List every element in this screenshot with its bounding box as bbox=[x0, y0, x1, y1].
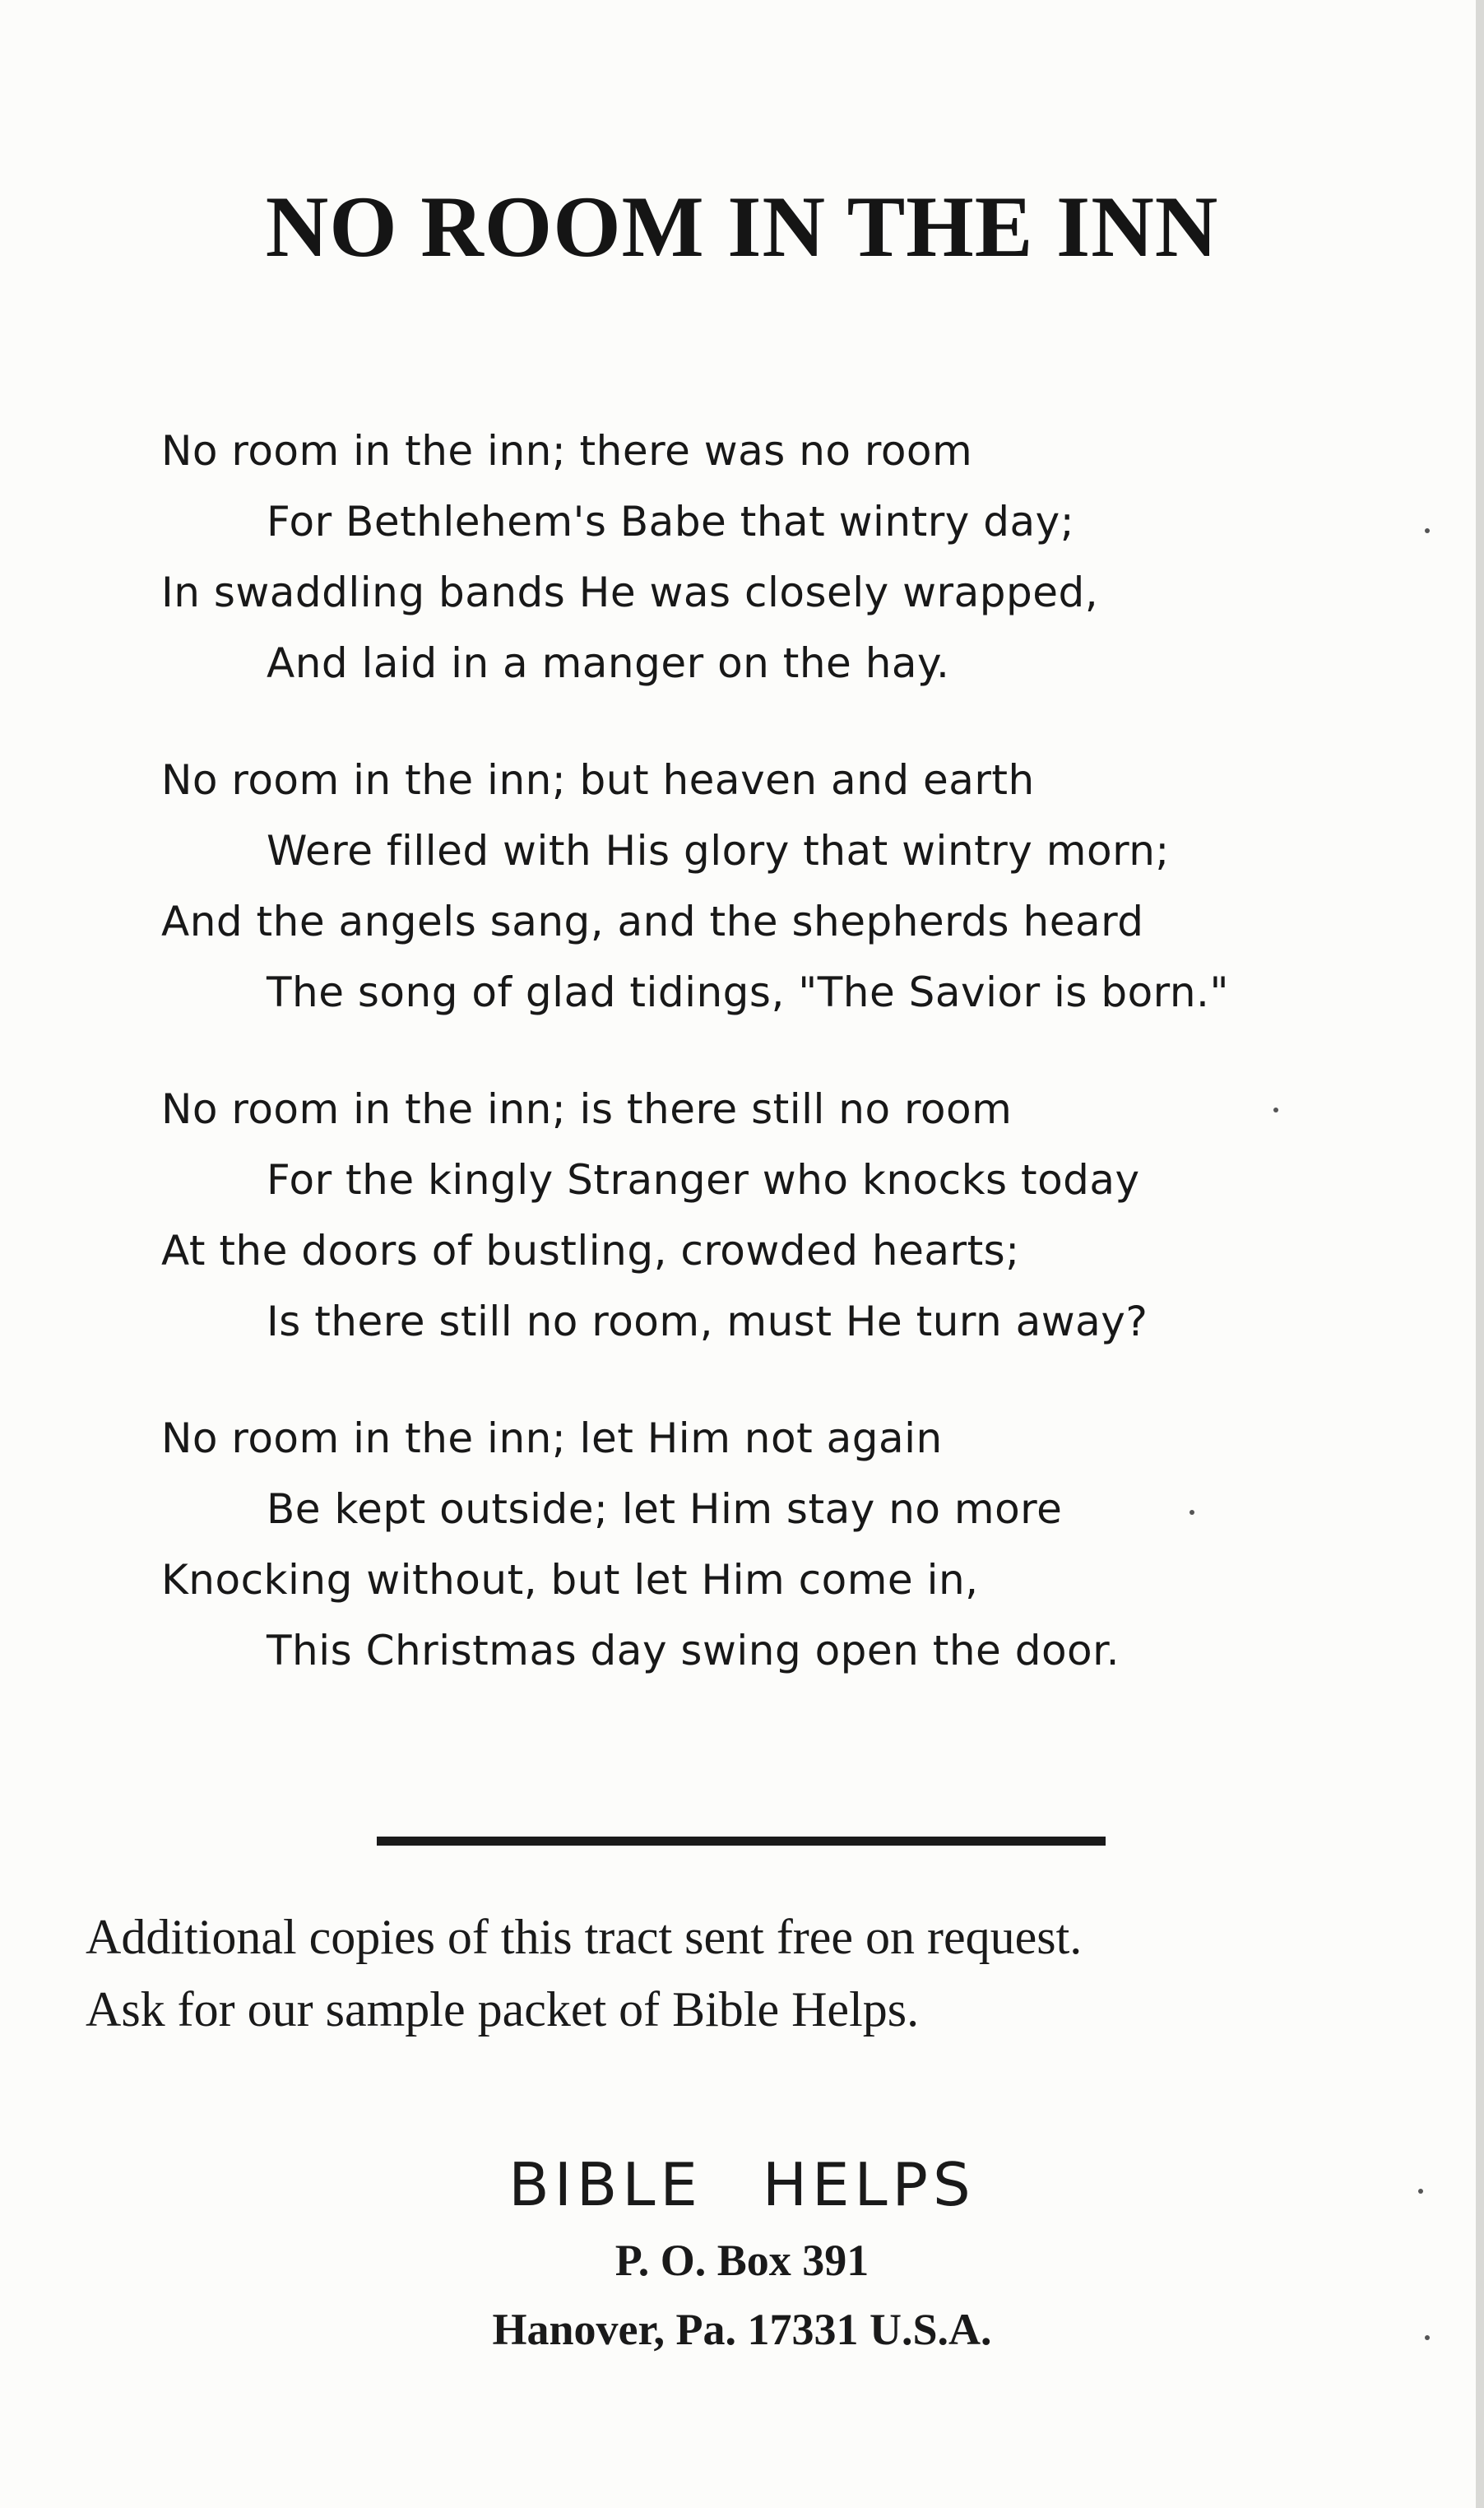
poem-line: In swaddling bands He was closely wrapped, bbox=[161, 569, 1099, 616]
note-line: Additional copies of this tract sent free on request. bbox=[86, 1910, 1083, 1964]
poem bbox=[161, 416, 1379, 1732]
poem-line: No room in the inn; but heaven and earth bbox=[161, 756, 1035, 804]
publisher-name: BIBLE HELPS bbox=[508, 2150, 976, 2219]
poem-line: No room in the inn; is there still no room bbox=[161, 1085, 1013, 1133]
poem-line: And laid in a manger on the hay. bbox=[267, 639, 950, 687]
poem-line: Were filled with His glory that wintry morn; bbox=[267, 827, 1170, 875]
divider-rule bbox=[377, 1837, 1106, 1846]
stanza bbox=[161, 1074, 1379, 1357]
print-speck bbox=[1425, 2335, 1430, 2340]
poem-line: For Bethlehem's Babe that wintry day; bbox=[267, 498, 1075, 546]
page-title: NO ROOM IN THE INN bbox=[265, 179, 1219, 275]
poem-line: For the kingly Stranger who knocks today bbox=[267, 1156, 1140, 1204]
poem-line: The song of glad tidings, "The Savior is born." bbox=[267, 968, 1229, 1016]
note-line: Ask for our sample packet of Bible Helps. bbox=[86, 1982, 920, 2037]
poem-line: This Christmas day swing open the door. bbox=[267, 1627, 1120, 1674]
poem-line: No room in the inn; there was no room bbox=[161, 427, 973, 475]
poem-line: Knocking without, but let Him come in, bbox=[161, 1556, 979, 1604]
stanza bbox=[161, 745, 1379, 1028]
publisher-box: P. O. Box 391 bbox=[614, 2236, 870, 2285]
stanza bbox=[161, 416, 1379, 699]
stanza bbox=[161, 1403, 1379, 1686]
poem-line: Be kept outside; let Him stay no more bbox=[267, 1485, 1063, 1533]
request-note bbox=[86, 1901, 1443, 2046]
poem-line: Is there still no room, must He turn away? bbox=[267, 1298, 1148, 1345]
publisher-city: Hanover, Pa. 17331 U.S.A. bbox=[492, 2305, 992, 2354]
poem-line: At the doors of bustling, crowded hearts; bbox=[161, 1227, 1020, 1275]
poem-line: No room in the inn; let Him not again bbox=[161, 1414, 943, 1462]
print-speck bbox=[1190, 1510, 1194, 1515]
poem-line: And the angels sang, and the shepherds heard bbox=[161, 898, 1144, 945]
print-speck bbox=[1418, 2189, 1423, 2194]
publisher-block bbox=[0, 2143, 1484, 2364]
print-speck bbox=[1273, 1108, 1278, 1112]
print-speck bbox=[1425, 528, 1430, 533]
